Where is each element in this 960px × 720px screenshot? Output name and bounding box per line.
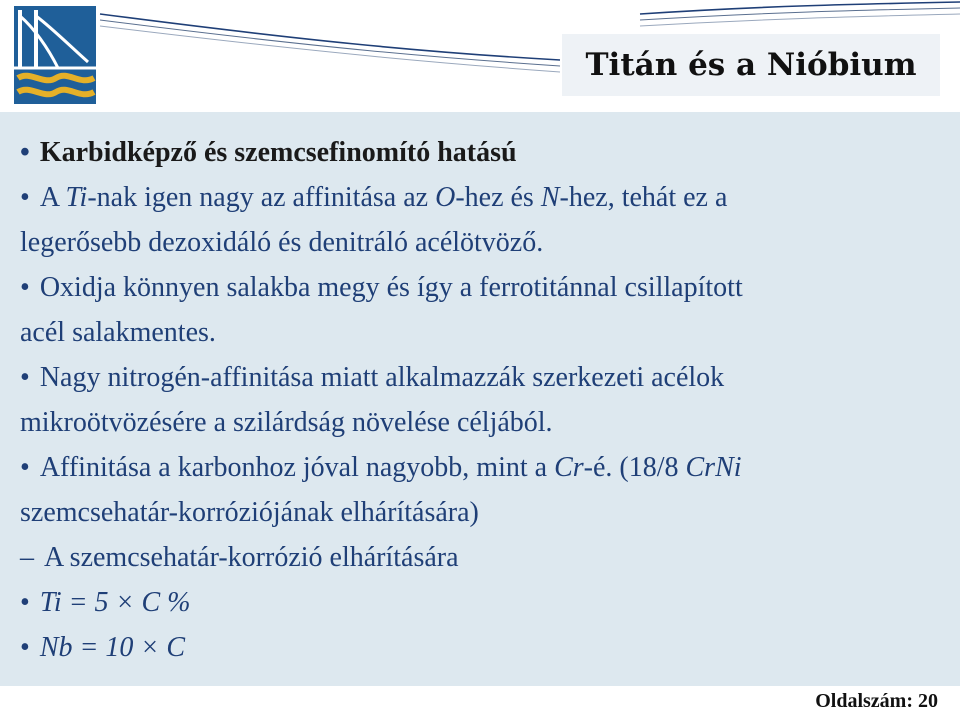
body-text <box>20 130 950 670</box>
bullet-glyph: • <box>20 182 30 213</box>
bullet-glyph: • <box>20 587 30 618</box>
bullet-glyph: • <box>20 632 30 663</box>
bullet-glyph: • <box>20 272 30 303</box>
bullet-line-1: • Karbidképző és szemcsefinomító hatású <box>20 137 517 168</box>
formula-ti: • Ti = 5 × C % <box>20 587 191 618</box>
bullet-line-4: • Oxidja könnyen salakba megy és így a ferrotitánnal csillapított <box>20 272 743 303</box>
continuation-line-7: mikroötvözésére a szilárdság növelése céljából. <box>20 407 553 438</box>
bullet-glyph: • <box>20 137 30 168</box>
continuation-line-3: legerősebb dezoxidáló és denitráló acélötvöző. <box>20 227 544 258</box>
bullet-glyph: • <box>20 362 30 393</box>
university-logo-icon <box>14 6 96 104</box>
page-title: Titán és a Nióbium <box>585 47 917 83</box>
formula-nb: • Nb = 10 × C <box>20 632 185 663</box>
bullet-line-8: • Affinitása a karbonhoz jóval nagyobb, mint a Cr-é. (18/8 CrNi <box>20 452 742 483</box>
page-number: Oldalszám: 20 <box>815 690 938 712</box>
bullet-glyph: • <box>20 452 30 483</box>
continuation-line-5: acél salakmentes. <box>20 317 216 348</box>
continuation-line-9: szemcsehatár-korróziójának elhárítására) <box>20 497 479 528</box>
title-box <box>562 34 940 96</box>
bullet-line-2: • A Ti-nak igen nagy az affinitása az O-hez és N-hez, tehát ez a <box>20 182 728 213</box>
bullet-line-6: • Nagy nitrogén-affinitása miatt alkalmazzák szerkezeti acélok <box>20 362 725 393</box>
dash-glyph: – <box>20 542 34 573</box>
dash-line-10: – A szemcsehatár-korrózió elhárítására <box>20 542 459 573</box>
